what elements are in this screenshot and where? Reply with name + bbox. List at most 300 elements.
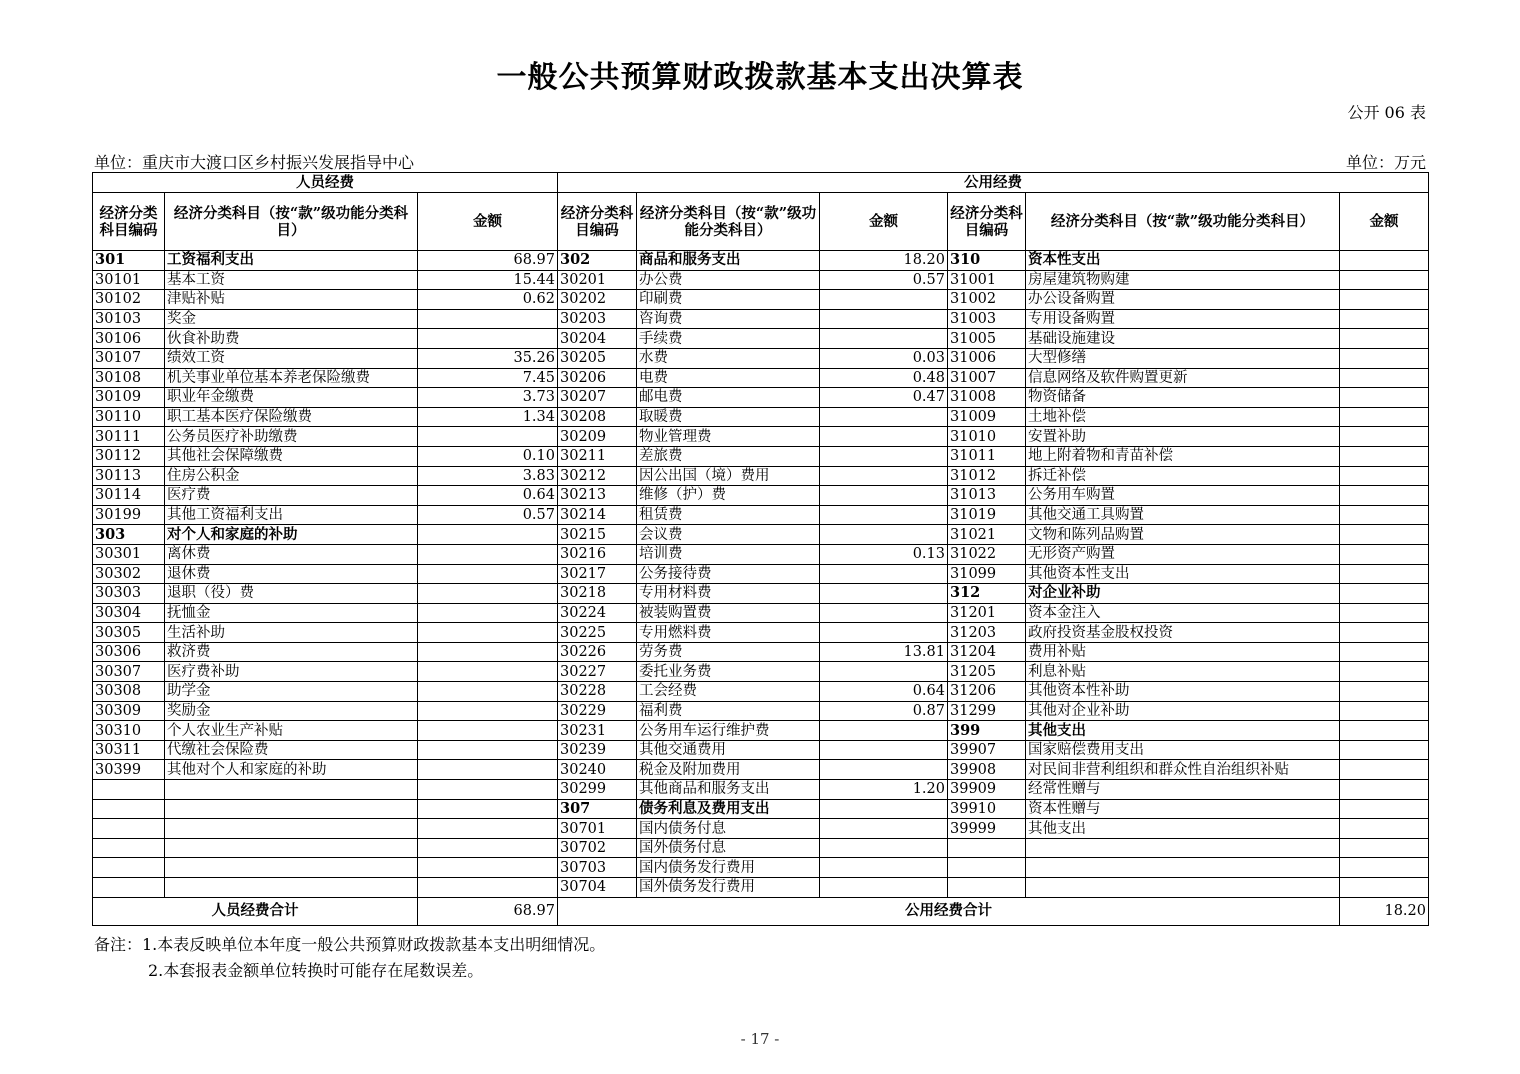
econ-code-cell: 39909 <box>948 780 1026 800</box>
amount-cell <box>1340 544 1429 564</box>
econ-code-cell: 30703 <box>558 858 637 878</box>
econ-name-cell: 福利费 <box>637 701 820 721</box>
amount-cell <box>1340 838 1429 858</box>
econ-name-cell: 住房公积金 <box>165 466 418 486</box>
econ-name-cell: 办公设备购置 <box>1026 290 1340 310</box>
econ-name-cell: 其他对个人和家庭的补助 <box>165 760 418 780</box>
econ-code-cell: 30201 <box>558 270 637 290</box>
table-row <box>93 878 1429 898</box>
econ-code-cell: 30224 <box>558 603 637 623</box>
amount-cell <box>418 309 558 329</box>
amount-cell <box>418 721 558 741</box>
econ-code-cell: 30239 <box>558 740 637 760</box>
econ-name-cell: 公务用车购置 <box>1026 486 1340 506</box>
econ-name-cell: 其他社会保障缴费 <box>165 446 418 466</box>
econ-code-cell: 30305 <box>93 623 165 643</box>
econ-code-cell: 31012 <box>948 466 1026 486</box>
econ-code-cell: 31005 <box>948 329 1026 349</box>
econ-code-cell: 31205 <box>948 662 1026 682</box>
amount-cell <box>1340 760 1429 780</box>
table-row <box>93 701 1429 721</box>
reporting-unit: 单位：重庆市大渡口区乡村振兴发展指导中心 <box>94 153 415 172</box>
econ-code-cell: 312 <box>948 584 1026 604</box>
econ-name-cell: 其他资本性补助 <box>1026 682 1340 702</box>
amount-cell <box>1340 446 1429 466</box>
econ-code-cell: 30309 <box>93 701 165 721</box>
econ-code-cell: 30214 <box>558 505 637 525</box>
econ-name-cell: 退职（役）费 <box>165 584 418 604</box>
table-row <box>93 309 1429 329</box>
amount-cell <box>418 740 558 760</box>
header-name: 经济分类科目（按“款”级功能分类科目） <box>1026 193 1340 251</box>
econ-code-cell: 39907 <box>948 740 1026 760</box>
table-row <box>93 348 1429 368</box>
amount-cell <box>1340 348 1429 368</box>
econ-name-cell: 委托业务费 <box>637 662 820 682</box>
amount-cell <box>1340 799 1429 819</box>
amount-cell <box>1340 701 1429 721</box>
amount-cell <box>1340 329 1429 349</box>
amount-cell: 7.45 <box>418 368 558 388</box>
econ-name-cell: 债务利息及费用支出 <box>637 799 820 819</box>
econ-name-cell: 会议费 <box>637 525 820 545</box>
econ-code-cell: 30306 <box>93 642 165 662</box>
econ-code-cell: 303 <box>93 525 165 545</box>
page-number: - 17 - <box>740 1030 780 1048</box>
table-row <box>93 290 1429 310</box>
amount-cell <box>820 584 948 604</box>
econ-code-cell: 30206 <box>558 368 637 388</box>
amount-cell <box>418 682 558 702</box>
table-row <box>93 799 1429 819</box>
econ-name-cell: 邮电费 <box>637 388 820 408</box>
amount-cell <box>1340 309 1429 329</box>
econ-code-cell: 31002 <box>948 290 1026 310</box>
econ-name-cell: 代缴社会保险费 <box>165 740 418 760</box>
amount-cell <box>1340 486 1429 506</box>
econ-code-cell: 30302 <box>93 564 165 584</box>
econ-code-cell: 30310 <box>93 721 165 741</box>
table-row <box>93 544 1429 564</box>
amount-cell <box>820 466 948 486</box>
econ-code-cell: 30101 <box>93 270 165 290</box>
econ-name-cell: 商品和服务支出 <box>637 251 820 271</box>
econ-name-cell: 差旅费 <box>637 446 820 466</box>
amount-cell <box>418 642 558 662</box>
econ-code-cell: 31013 <box>948 486 1026 506</box>
econ-name-cell: 经常性赠与 <box>1026 780 1340 800</box>
header-code: 经济分类科目编码 <box>948 193 1026 251</box>
econ-name-cell: 国外债务发行费用 <box>637 878 820 898</box>
econ-name-cell: 医疗费补助 <box>165 662 418 682</box>
amount-cell <box>820 878 948 898</box>
amount-cell: 18.20 <box>820 251 948 271</box>
econ-code-cell: 30213 <box>558 486 637 506</box>
amount-cell <box>820 603 948 623</box>
amount-cell: 1.20 <box>820 780 948 800</box>
table-row <box>93 251 1429 271</box>
personnel-total-label: 人员经费合计 <box>93 897 418 925</box>
econ-name-cell: 对企业补助 <box>1026 584 1340 604</box>
econ-code-cell: 30102 <box>93 290 165 310</box>
econ-code-cell: 30114 <box>93 486 165 506</box>
amount-cell <box>1340 407 1429 427</box>
econ-name-cell: 伙食补助费 <box>165 329 418 349</box>
econ-code-cell: 30299 <box>558 780 637 800</box>
econ-code-cell <box>93 799 165 819</box>
econ-code-cell: 30218 <box>558 584 637 604</box>
econ-code-cell: 30103 <box>93 309 165 329</box>
currency-unit: 单位：万元 <box>1345 153 1426 172</box>
econ-code-cell: 30108 <box>93 368 165 388</box>
econ-code-cell: 399 <box>948 721 1026 741</box>
table-row <box>93 446 1429 466</box>
econ-code-cell: 31010 <box>948 427 1026 447</box>
amount-cell: 0.64 <box>418 486 558 506</box>
amount-cell <box>418 329 558 349</box>
econ-name-cell: 其他支出 <box>1026 819 1340 839</box>
table-row <box>93 780 1429 800</box>
amount-cell: 0.03 <box>820 348 948 368</box>
amount-cell <box>418 662 558 682</box>
amount-cell <box>1340 290 1429 310</box>
table-row <box>93 623 1429 643</box>
amount-cell: 0.62 <box>418 290 558 310</box>
amount-cell <box>820 505 948 525</box>
amount-cell <box>1340 584 1429 604</box>
table-row <box>93 584 1429 604</box>
amount-cell: 0.57 <box>418 505 558 525</box>
econ-name-cell <box>1026 878 1340 898</box>
econ-code-cell: 30301 <box>93 544 165 564</box>
form-number: 公开 06 表 <box>1347 103 1426 122</box>
econ-code-cell: 30215 <box>558 525 637 545</box>
econ-code-cell: 39910 <box>948 799 1026 819</box>
econ-code-cell: 301 <box>93 251 165 271</box>
personnel-total-value: 68.97 <box>418 897 558 925</box>
econ-code-cell: 30212 <box>558 466 637 486</box>
amount-cell <box>1340 819 1429 839</box>
amount-cell <box>1340 878 1429 898</box>
header-code: 经济分类科目编码 <box>93 193 165 251</box>
amount-cell <box>1340 642 1429 662</box>
amount-cell <box>418 564 558 584</box>
amount-cell <box>1340 270 1429 290</box>
econ-name-cell <box>1026 838 1340 858</box>
amount-cell: 0.48 <box>820 368 948 388</box>
econ-name-cell: 办公费 <box>637 270 820 290</box>
econ-code-cell: 30204 <box>558 329 637 349</box>
table-row <box>93 427 1429 447</box>
amount-cell <box>418 584 558 604</box>
econ-name-cell: 工会经费 <box>637 682 820 702</box>
amount-cell <box>820 819 948 839</box>
econ-code-cell: 30227 <box>558 662 637 682</box>
table-row <box>93 466 1429 486</box>
econ-name-cell: 专用材料费 <box>637 584 820 604</box>
econ-name-cell: 其他交通工具购置 <box>1026 505 1340 525</box>
econ-code-cell: 31007 <box>948 368 1026 388</box>
amount-cell <box>418 623 558 643</box>
econ-name-cell: 对民间非营利组织和群众性自治组织补贴 <box>1026 760 1340 780</box>
note-line-2: 2.本套报表金额单位转换时可能存在尾数误差。 <box>148 961 484 980</box>
econ-code-cell <box>948 878 1026 898</box>
econ-code-cell: 30701 <box>558 819 637 839</box>
amount-cell: 0.47 <box>820 388 948 408</box>
econ-name-cell: 利息补贴 <box>1026 662 1340 682</box>
table-row <box>93 505 1429 525</box>
table-row <box>93 603 1429 623</box>
amount-cell <box>1340 721 1429 741</box>
econ-code-cell: 31006 <box>948 348 1026 368</box>
econ-code-cell: 30112 <box>93 446 165 466</box>
econ-name-cell: 国内债务发行费用 <box>637 858 820 878</box>
amount-cell <box>820 407 948 427</box>
econ-name-cell: 离休费 <box>165 544 418 564</box>
econ-name-cell: 国内债务付息 <box>637 819 820 839</box>
econ-code-cell: 30240 <box>558 760 637 780</box>
amount-cell <box>1340 388 1429 408</box>
amount-cell: 0.13 <box>820 544 948 564</box>
table-row <box>93 858 1429 878</box>
amount-cell <box>1340 368 1429 388</box>
econ-name-cell: 公务接待费 <box>637 564 820 584</box>
amount-cell <box>1340 858 1429 878</box>
econ-name-cell: 资本金注入 <box>1026 603 1340 623</box>
amount-cell <box>820 721 948 741</box>
econ-name-cell: 医疗费 <box>165 486 418 506</box>
econ-code-cell: 302 <box>558 251 637 271</box>
amount-cell: 35.26 <box>418 348 558 368</box>
amount-cell <box>418 838 558 858</box>
econ-name-cell: 其他支出 <box>1026 721 1340 741</box>
econ-name-cell: 取暖费 <box>637 407 820 427</box>
econ-name-cell: 公务用车运行维护费 <box>637 721 820 741</box>
econ-name-cell: 租赁费 <box>637 505 820 525</box>
econ-code-cell: 30203 <box>558 309 637 329</box>
econ-name-cell: 信息网络及软件购置更新 <box>1026 368 1340 388</box>
econ-code-cell <box>93 858 165 878</box>
econ-code-cell: 310 <box>948 251 1026 271</box>
econ-code-cell: 30303 <box>93 584 165 604</box>
econ-code-cell: 39999 <box>948 819 1026 839</box>
econ-name-cell: 工资福利支出 <box>165 251 418 271</box>
econ-code-cell: 30702 <box>558 838 637 858</box>
econ-name-cell: 水费 <box>637 348 820 368</box>
amount-cell <box>418 544 558 564</box>
table-row <box>93 270 1429 290</box>
econ-code-cell: 31003 <box>948 309 1026 329</box>
amount-cell <box>418 878 558 898</box>
amount-cell <box>1340 682 1429 702</box>
amount-cell: 1.34 <box>418 407 558 427</box>
econ-name-cell: 物资储备 <box>1026 388 1340 408</box>
table-row <box>93 721 1429 741</box>
econ-name-cell: 基础设施建设 <box>1026 329 1340 349</box>
econ-code-cell: 30208 <box>558 407 637 427</box>
econ-name-cell: 地上附着物和青苗补偿 <box>1026 446 1340 466</box>
econ-name-cell: 其他交通费用 <box>637 740 820 760</box>
econ-code-cell: 39908 <box>948 760 1026 780</box>
econ-code-cell: 31022 <box>948 544 1026 564</box>
econ-name-cell: 专用设备购置 <box>1026 309 1340 329</box>
econ-name-cell: 绩效工资 <box>165 348 418 368</box>
econ-name-cell: 职业年金缴费 <box>165 388 418 408</box>
econ-code-cell: 30311 <box>93 740 165 760</box>
econ-name-cell: 资本性赠与 <box>1026 799 1340 819</box>
amount-cell <box>820 838 948 858</box>
econ-code-cell: 31021 <box>948 525 1026 545</box>
econ-name-cell: 个人农业生产补贴 <box>165 721 418 741</box>
econ-name-cell: 维修（护）费 <box>637 486 820 506</box>
public-total-label: 公用经费合计 <box>558 897 1340 925</box>
amount-cell <box>1340 603 1429 623</box>
econ-code-cell: 31011 <box>948 446 1026 466</box>
amount-cell: 15.44 <box>418 270 558 290</box>
econ-name-cell: 培训费 <box>637 544 820 564</box>
amount-cell <box>820 329 948 349</box>
amount-cell <box>820 564 948 584</box>
econ-name-cell: 政府投资基金股权投资 <box>1026 623 1340 643</box>
econ-code-cell: 30225 <box>558 623 637 643</box>
amount-cell: 0.87 <box>820 701 948 721</box>
amount-cell: 0.64 <box>820 682 948 702</box>
econ-code-cell: 30202 <box>558 290 637 310</box>
econ-code-cell: 31299 <box>948 701 1026 721</box>
table-row <box>93 388 1429 408</box>
econ-name-cell: 生活补助 <box>165 623 418 643</box>
econ-code-cell: 30109 <box>93 388 165 408</box>
econ-name-cell: 奖励金 <box>165 701 418 721</box>
econ-code-cell <box>93 819 165 839</box>
amount-cell <box>1340 505 1429 525</box>
econ-code-cell: 31204 <box>948 642 1026 662</box>
econ-name-cell: 救济费 <box>165 642 418 662</box>
header-name: 经济分类科目（按“款”级功能分类科目） <box>637 193 820 251</box>
amount-cell <box>1340 427 1429 447</box>
econ-name-cell: 房屋建筑物购建 <box>1026 270 1340 290</box>
amount-cell <box>418 780 558 800</box>
econ-code-cell: 307 <box>558 799 637 819</box>
econ-code-cell: 31019 <box>948 505 1026 525</box>
table-row <box>93 564 1429 584</box>
amount-cell <box>1340 662 1429 682</box>
econ-name-cell: 其他资本性支出 <box>1026 564 1340 584</box>
econ-code-cell: 30231 <box>558 721 637 741</box>
econ-name-cell: 大型修缮 <box>1026 348 1340 368</box>
table-row <box>93 760 1429 780</box>
econ-name-cell: 津贴补贴 <box>165 290 418 310</box>
amount-cell <box>820 662 948 682</box>
table-row <box>93 838 1429 858</box>
econ-code-cell: 30207 <box>558 388 637 408</box>
header-name: 经济分类科目（按“款”级功能分类科目） <box>165 193 418 251</box>
econ-name-cell: 手续费 <box>637 329 820 349</box>
econ-name-cell: 职工基本医疗保险缴费 <box>165 407 418 427</box>
econ-code-cell: 31001 <box>948 270 1026 290</box>
econ-name-cell <box>1026 858 1340 878</box>
econ-name-cell: 拆迁补偿 <box>1026 466 1340 486</box>
econ-name-cell: 专用燃料费 <box>637 623 820 643</box>
amount-cell <box>418 858 558 878</box>
econ-code-cell: 30228 <box>558 682 637 702</box>
econ-name-cell: 国外债务付息 <box>637 838 820 858</box>
econ-name-cell: 电费 <box>637 368 820 388</box>
table-row <box>93 682 1429 702</box>
econ-name-cell: 因公出国（境）费用 <box>637 466 820 486</box>
econ-name-cell: 国家赔偿费用支出 <box>1026 740 1340 760</box>
econ-name-cell: 被装购置费 <box>637 603 820 623</box>
econ-name-cell: 助学金 <box>165 682 418 702</box>
econ-code-cell: 31099 <box>948 564 1026 584</box>
econ-code-cell: 30107 <box>93 348 165 368</box>
econ-name-cell: 咨询费 <box>637 309 820 329</box>
econ-name-cell: 其他对企业补助 <box>1026 701 1340 721</box>
group-header-public: 公用经费 <box>558 173 1429 193</box>
amount-cell <box>820 290 948 310</box>
amount-cell <box>418 799 558 819</box>
econ-code-cell: 31009 <box>948 407 1026 427</box>
econ-name-cell <box>165 878 418 898</box>
amount-cell <box>820 446 948 466</box>
amount-cell <box>418 760 558 780</box>
public-total-value: 18.20 <box>1340 897 1429 925</box>
econ-code-cell: 30113 <box>93 466 165 486</box>
amount-cell <box>820 427 948 447</box>
amount-cell <box>820 740 948 760</box>
amount-cell <box>820 309 948 329</box>
group-header-personnel: 人员经费 <box>93 173 558 193</box>
econ-code-cell: 30211 <box>558 446 637 466</box>
table-row <box>93 662 1429 682</box>
econ-code-cell <box>93 780 165 800</box>
econ-name-cell: 抚恤金 <box>165 603 418 623</box>
econ-code-cell: 30399 <box>93 760 165 780</box>
econ-name-cell: 其他商品和服务支出 <box>637 780 820 800</box>
econ-name-cell: 税金及附加费用 <box>637 760 820 780</box>
amount-cell <box>1340 525 1429 545</box>
econ-name-cell: 公务员医疗补助缴费 <box>165 427 418 447</box>
amount-cell: 0.57 <box>820 270 948 290</box>
table-row <box>93 642 1429 662</box>
table-row <box>93 486 1429 506</box>
econ-name-cell: 机关事业单位基本养老保险缴费 <box>165 368 418 388</box>
amount-cell <box>820 858 948 878</box>
econ-name-cell: 印刷费 <box>637 290 820 310</box>
econ-name-cell <box>165 799 418 819</box>
page-title: 一般公共预算财政拨款基本支出决算表 <box>496 60 1024 95</box>
econ-code-cell: 30704 <box>558 878 637 898</box>
expenditure-table <box>92 172 1429 926</box>
header-code: 经济分类科目编码 <box>558 193 637 251</box>
econ-code-cell <box>93 838 165 858</box>
amount-cell <box>820 486 948 506</box>
econ-code-cell: 30106 <box>93 329 165 349</box>
econ-name-cell: 安置补助 <box>1026 427 1340 447</box>
amount-cell <box>820 760 948 780</box>
econ-name-cell: 资本性支出 <box>1026 251 1340 271</box>
econ-code-cell: 30304 <box>93 603 165 623</box>
econ-name-cell: 奖金 <box>165 309 418 329</box>
econ-name-cell: 劳务费 <box>637 642 820 662</box>
econ-name-cell: 物业管理费 <box>637 427 820 447</box>
amount-cell <box>1340 251 1429 271</box>
econ-code-cell: 30110 <box>93 407 165 427</box>
econ-code-cell: 30199 <box>93 505 165 525</box>
econ-name-cell: 文物和陈列品购置 <box>1026 525 1340 545</box>
econ-code-cell: 30226 <box>558 642 637 662</box>
econ-code-cell: 30111 <box>93 427 165 447</box>
